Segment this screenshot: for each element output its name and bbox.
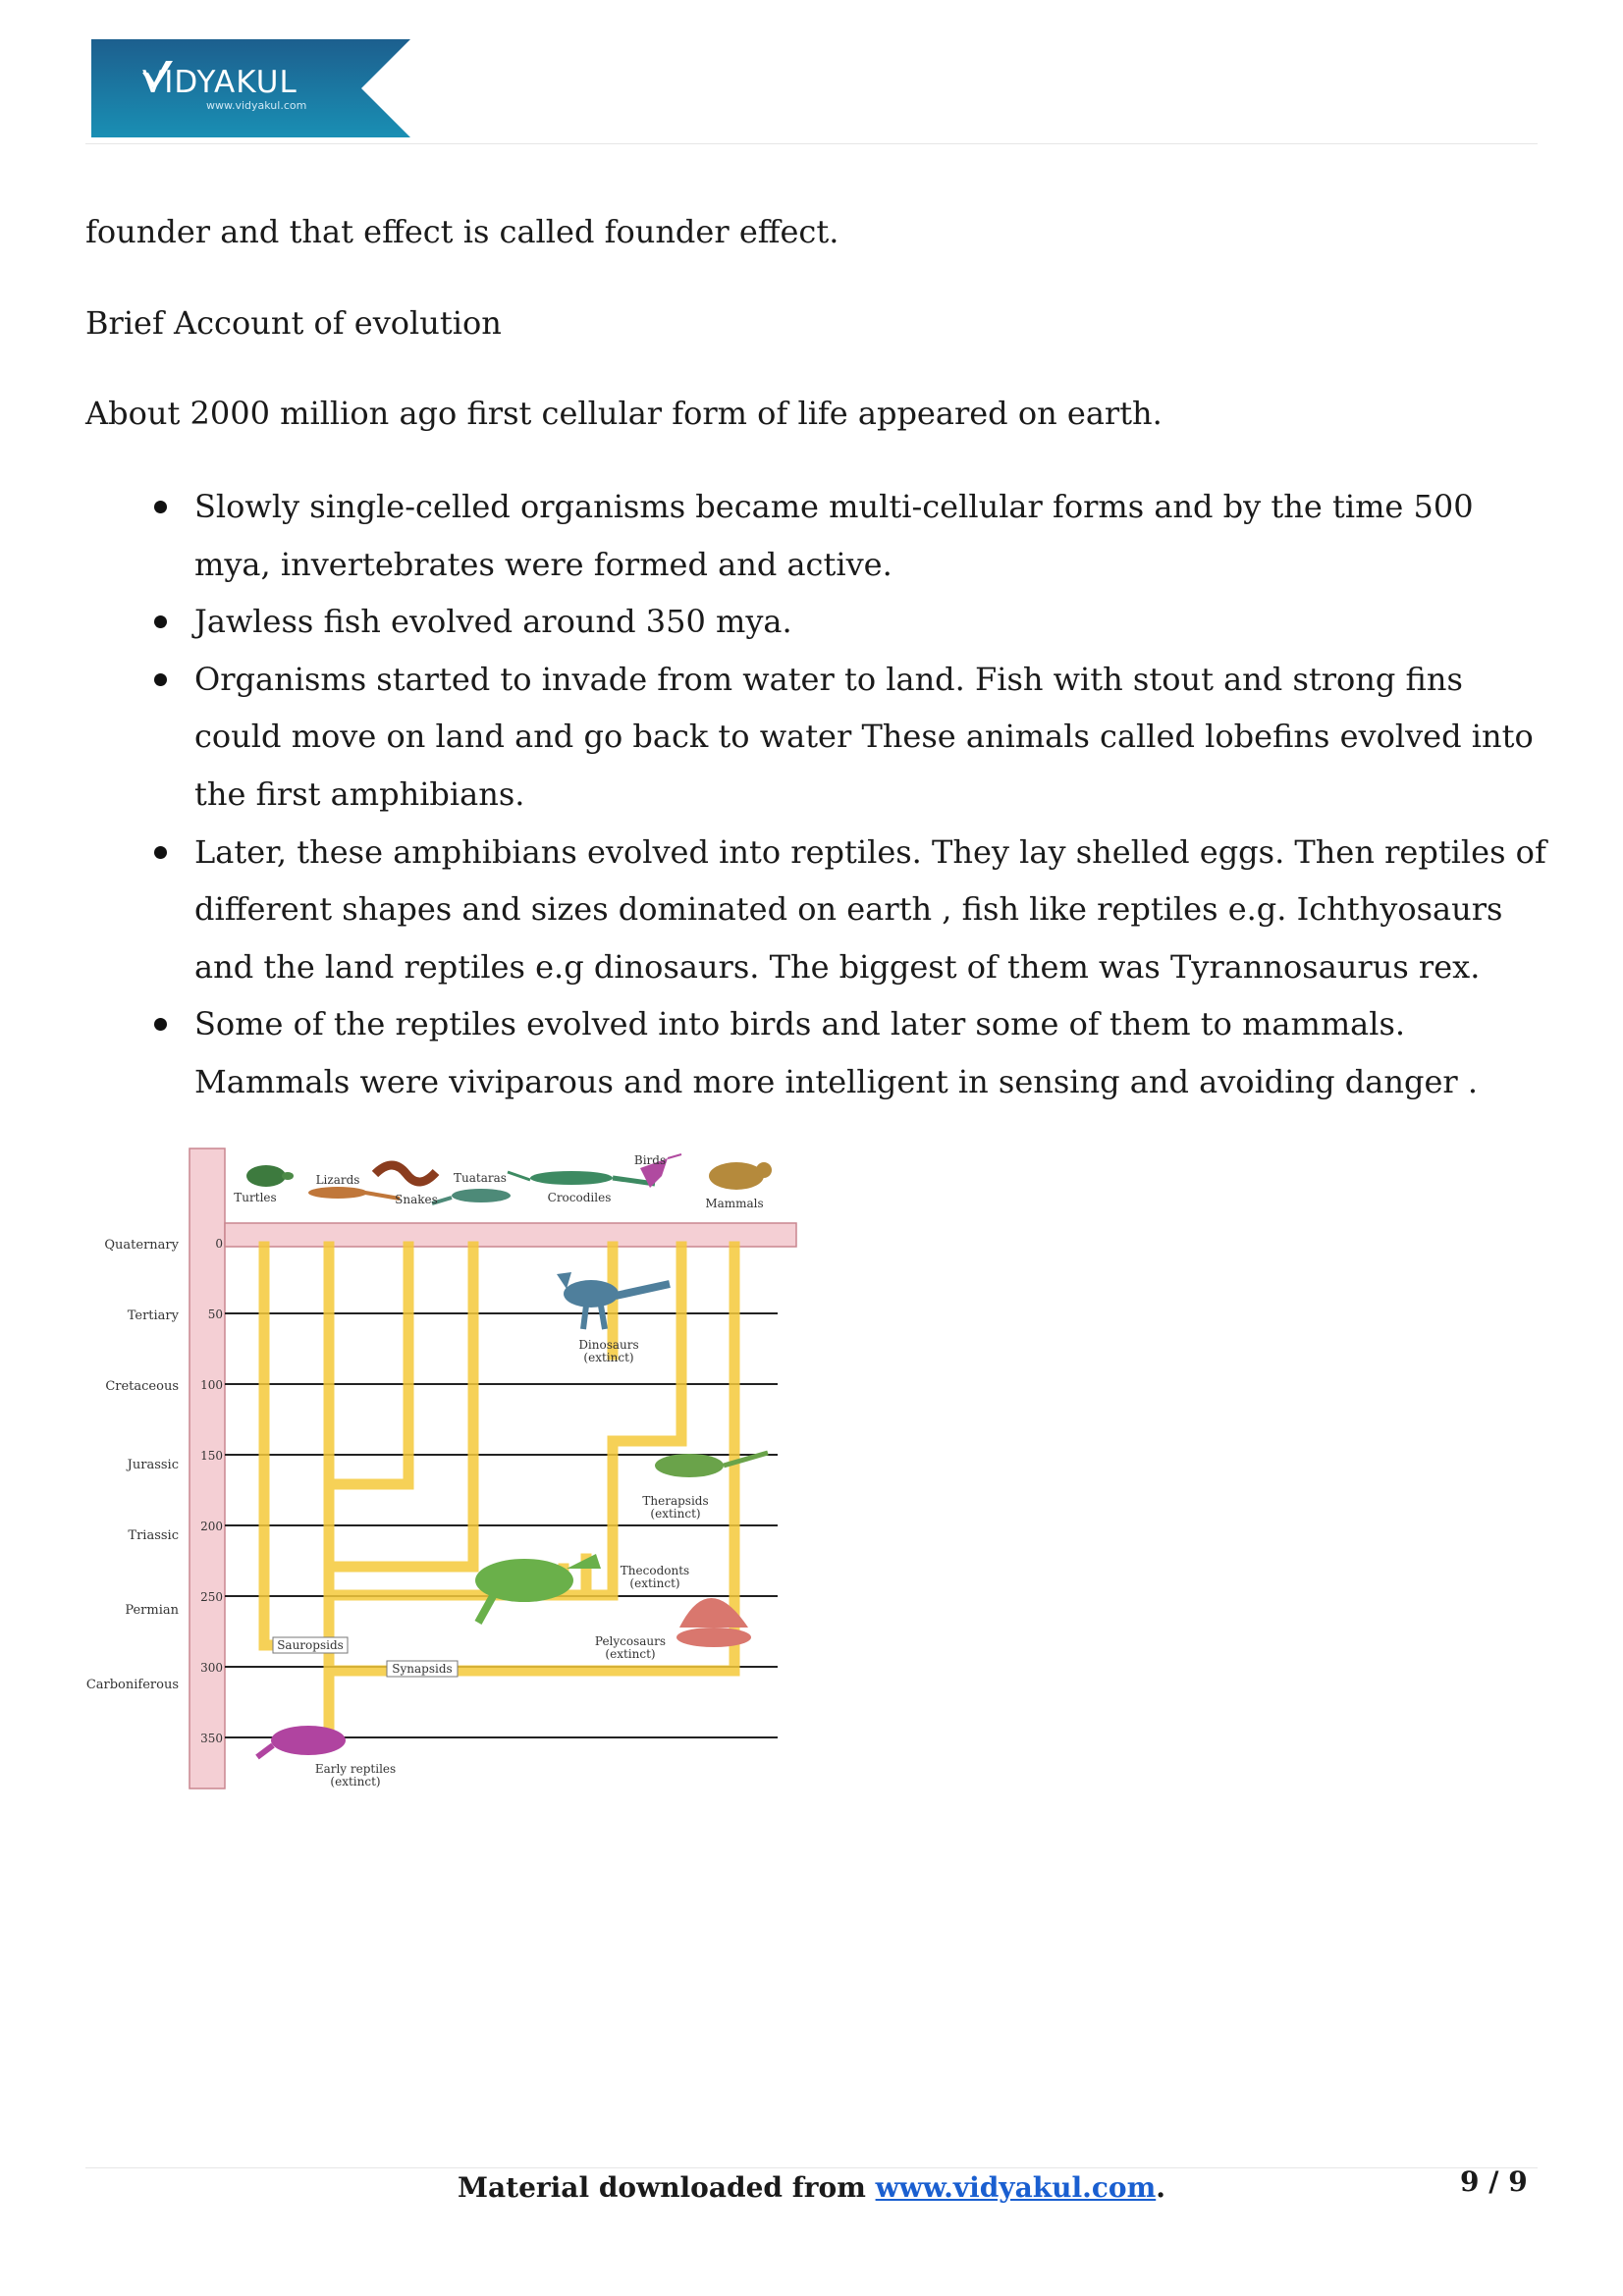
- list-item: Organisms started to invade from water to land. Fish with stout and strong fins could move on land and go back to water These animals called lobefins evolved into the first amphibians.: [85, 651, 1548, 824]
- label-lizards: Lizards: [315, 1173, 360, 1187]
- label-thecodonts-extinct: (extinct): [629, 1576, 680, 1590]
- logo-url: www.vidyakul.com: [206, 99, 307, 112]
- evolution-bullet-list: [85, 478, 1548, 1111]
- label-pelycosaurs-extinct: (extinct): [605, 1647, 656, 1661]
- paragraph-first-life: About 2000 million ago first cellular form of life appeared on earth.: [85, 395, 1163, 432]
- label-early-reptiles: Early reptiles: [314, 1762, 397, 1776]
- list-item: Later, these amphibians evolved into reptiles. They lay shelled eggs. Then reptiles of different shapes and sizes dominated on earth , fish like reptiles e.g. Ichthyosaurs and the land reptiles e.g dinosaurs. The biggest of them was Tyrannosaurus rex.: [85, 824, 1548, 996]
- tick-0: 0: [215, 1237, 223, 1251]
- footer-divider: [85, 2167, 1538, 2168]
- label-mammals: Mammals: [705, 1197, 764, 1210]
- tick-350: 350: [200, 1732, 223, 1745]
- footer: [0, 2171, 1623, 2204]
- list-item: Slowly single-celled organisms became multi-cellular forms and by the time 500 mya, invertebrates were formed and active.: [85, 478, 1548, 593]
- lizard-icon: [308, 1187, 400, 1199]
- paragraph-founder-effect: founder and that effect is called founder effect.: [85, 213, 839, 250]
- label-therapsids-extinct: (extinct): [650, 1507, 701, 1521]
- tick-50: 50: [207, 1308, 223, 1321]
- tick-200: 200: [200, 1520, 223, 1533]
- list-item: Jawless fish evolved around 350 mya.: [85, 593, 1548, 651]
- label-crocodiles: Crocodiles: [547, 1191, 612, 1204]
- footer-link[interactable]: www.vidyakul.com: [875, 2171, 1157, 2204]
- era-triassic: Triassic: [128, 1528, 179, 1543]
- reptile-evolution-figure: [81, 1137, 807, 1794]
- label-dinosaurs-extinct: (extinct): [583, 1351, 634, 1364]
- era-cretaceous: Cretaceous: [105, 1379, 179, 1394]
- footer-text: Material downloaded from: [458, 2171, 876, 2204]
- header-divider: [85, 143, 1538, 144]
- present-band: [225, 1223, 796, 1247]
- therapsid-icon: [655, 1453, 768, 1477]
- page-number: 9 / 9: [1460, 2165, 1528, 2198]
- era-quaternary: Quaternary: [104, 1238, 179, 1253]
- label-dinosaurs: Dinosaurs: [578, 1338, 639, 1352]
- era-jurassic: Jurassic: [127, 1458, 179, 1472]
- logo-text: VIDYAKUL: [142, 65, 298, 100]
- footer-period: .: [1156, 2171, 1165, 2204]
- label-therapsids: Therapsids: [642, 1494, 709, 1508]
- era-tertiary: Tertiary: [127, 1308, 179, 1323]
- tick-300: 300: [200, 1661, 223, 1675]
- label-pelycosaurs: Pelycosaurs: [594, 1634, 667, 1648]
- crocodile-icon: [508, 1171, 655, 1185]
- label-sauropsids: Sauropsids: [277, 1638, 344, 1652]
- era-permian: Permian: [125, 1603, 179, 1618]
- snake-icon: [375, 1165, 436, 1182]
- label-thecodonts: Thecodonts: [620, 1564, 690, 1577]
- section-heading: Brief Account of evolution: [85, 304, 502, 342]
- tick-250: 250: [200, 1590, 223, 1604]
- early-reptile-icon: [257, 1726, 346, 1757]
- label-birds: Birds: [633, 1153, 667, 1167]
- tick-100: 100: [200, 1378, 223, 1392]
- mammal-icon: [709, 1162, 772, 1190]
- list-item: Some of the reptiles evolved into birds and later some of them to mammals. Mammals were viviparous and more intelligent in sensing and avoiding danger .: [85, 995, 1548, 1110]
- label-early-reptiles-extinct: (extinct): [330, 1775, 381, 1789]
- era-carboniferous: Carboniferous: [85, 1678, 179, 1692]
- label-synapsids: Synapsids: [392, 1662, 453, 1676]
- label-tuataras: Tuataras: [454, 1171, 507, 1185]
- label-snakes: Snakes: [395, 1193, 438, 1206]
- turtle-icon: [246, 1165, 294, 1187]
- tuatara-icon: [432, 1189, 511, 1203]
- pelycosaur-icon: [676, 1598, 751, 1647]
- tick-150: 150: [200, 1449, 223, 1463]
- label-turtles: Turtles: [234, 1191, 277, 1204]
